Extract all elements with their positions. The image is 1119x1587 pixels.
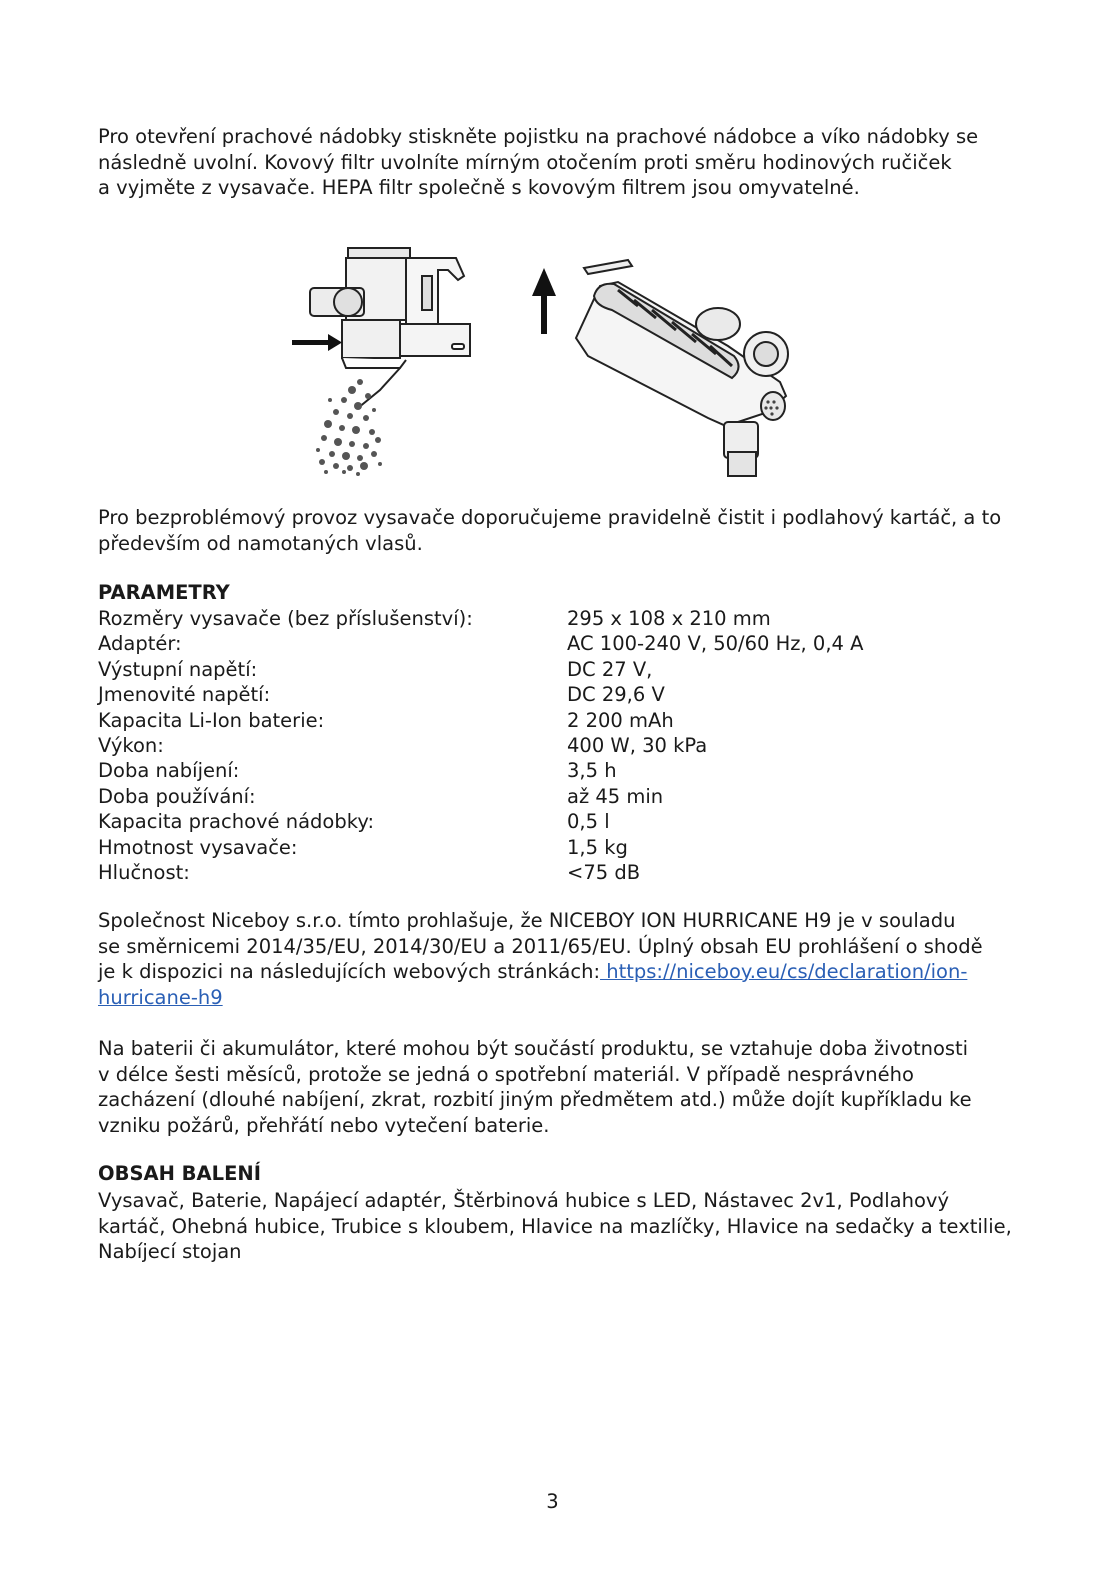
parameter-label: Doba používání: (98, 784, 256, 808)
parameter-row (98, 733, 863, 758)
parameter-row (98, 657, 863, 682)
text-line (98, 959, 1018, 985)
text-line: v délce šesti měsíců, protože se jedná o spotřební materiál. V případě nesprávného (98, 1062, 914, 1086)
parameter-row (98, 682, 863, 707)
package-contents-heading: OBSAH BALENÍ (98, 1162, 261, 1185)
text-line: vzniku požárů, přehřátí nebo vytečení baterie. (98, 1113, 550, 1137)
parameter-value: 0,5 l (567, 810, 610, 834)
parameter-label: Doba nabíjení: (98, 759, 240, 783)
parameter-value: 3,5 h (567, 759, 617, 783)
parameter-row (98, 809, 863, 834)
parameter-row (98, 606, 863, 631)
text-line: Pro otevření prachové nádobky stiskněte pojistku na prachové nádobce a víko nádobky se (98, 125, 979, 148)
parameter-value: DC 27 V, (567, 657, 653, 681)
battery-notice-paragraph (98, 1036, 1018, 1138)
parameter-row (98, 708, 863, 733)
parameter-label: Hmotnost vysavače: (98, 835, 298, 859)
parameter-label: Výstupní napětí: (98, 657, 258, 681)
text-line: Společnost Niceboy s.r.o. tímto prohlašuje, že NICEBOY ION HURRICANE H9 je v souladu (98, 909, 956, 932)
declaration-link[interactable]: https://niceboy.eu/cs/declaration/ion- (600, 960, 968, 983)
declaration-paragraph (98, 908, 1018, 1010)
text-line: především od namotaných vlasů. (98, 531, 423, 555)
text-line: Na baterii či akumulátor, které mohou být součástí produktu, se vztahuje doba životnosti (98, 1037, 969, 1060)
package-contents-paragraph (98, 1188, 1018, 1265)
declaration-link-continued[interactable]: hurricane-h9 (98, 985, 223, 1009)
text-line: kartáč, Ohebná hubice, Trubice s kloubem, Hlavice na mazlíčky, Hlavice na sedačky a textilie, (98, 1214, 1012, 1238)
parameter-row (98, 860, 863, 885)
parameter-label: Kapacita Li-Ion baterie: (98, 708, 325, 732)
text-line: Vysavač, Baterie, Napájecí adaptér, Štěrbinová hubice s LED, Nástavec 2v1, Podlahový (98, 1189, 950, 1212)
parameter-row (98, 784, 863, 809)
parameter-row (98, 758, 863, 783)
text-line: a vyjměte z vysavače. HEPA filtr společně s kovovým filtrem jsou omyvatelné. (98, 176, 860, 199)
parameter-value: AC 100-240 V, 50/60 Hz, 0,4 A (567, 632, 864, 656)
arrow-up-icon (532, 268, 556, 334)
text-line: následně uvolní. Kovový filtr uvolníte mírným otočením proti směru hodinových ručiček (98, 150, 952, 174)
parameter-label: Jmenovité napětí: (98, 683, 271, 707)
parameter-label: Rozměry vysavače (bez příslušenství): (98, 607, 473, 630)
declaration-lead-text: je k dispozici na následujících webových stránkách: (98, 960, 601, 983)
parameter-value: <75 dB (567, 861, 641, 885)
parameter-label: Výkon: (98, 734, 164, 758)
parameter-label: Adaptér: (98, 632, 182, 656)
parameter-value: 2 200 mAh (567, 708, 674, 732)
text-line: se směrnicemi 2014/35/EU, 2014/30/EU a 2011/65/EU. Úplný obsah EU prohlášení o shodě (98, 934, 983, 958)
parameters-heading: PARAMETRY (98, 581, 230, 604)
parameter-label: Kapacita prachové nádobky: (98, 810, 375, 834)
parameter-value: až 45 min (567, 784, 664, 808)
text-line: Pro bezproblémový provoz vysavače doporučujeme pravidelně čistit i podlahový kartáč, a to (98, 506, 1002, 529)
parameter-value: DC 29,6 V (567, 683, 665, 707)
parameter-value: 400 W, 30 kPa (567, 734, 708, 758)
parameters-table (98, 606, 863, 885)
text-line (98, 985, 1018, 1011)
floor-brush-cleaning-illustration (528, 246, 808, 486)
intro-paragraph (98, 124, 1018, 201)
parameter-row (98, 835, 863, 860)
parameter-value: 1,5 kg (567, 835, 628, 859)
maintenance-paragraph (98, 505, 1018, 556)
parameter-row (98, 631, 863, 656)
parameter-value: 295 x 108 x 210 mm (567, 607, 771, 630)
page-number: 3 (546, 1490, 559, 1513)
dust-container-emptying-illustration (288, 240, 488, 480)
text-line: Nabíjecí stojan (98, 1240, 242, 1263)
parameter-label: Hlučnost: (98, 861, 190, 885)
text-line: zacházení (dlouhé nabíjení, zkrat, rozbití jiným předmětem atd.) může dojít kupříkladu ke (98, 1088, 972, 1111)
